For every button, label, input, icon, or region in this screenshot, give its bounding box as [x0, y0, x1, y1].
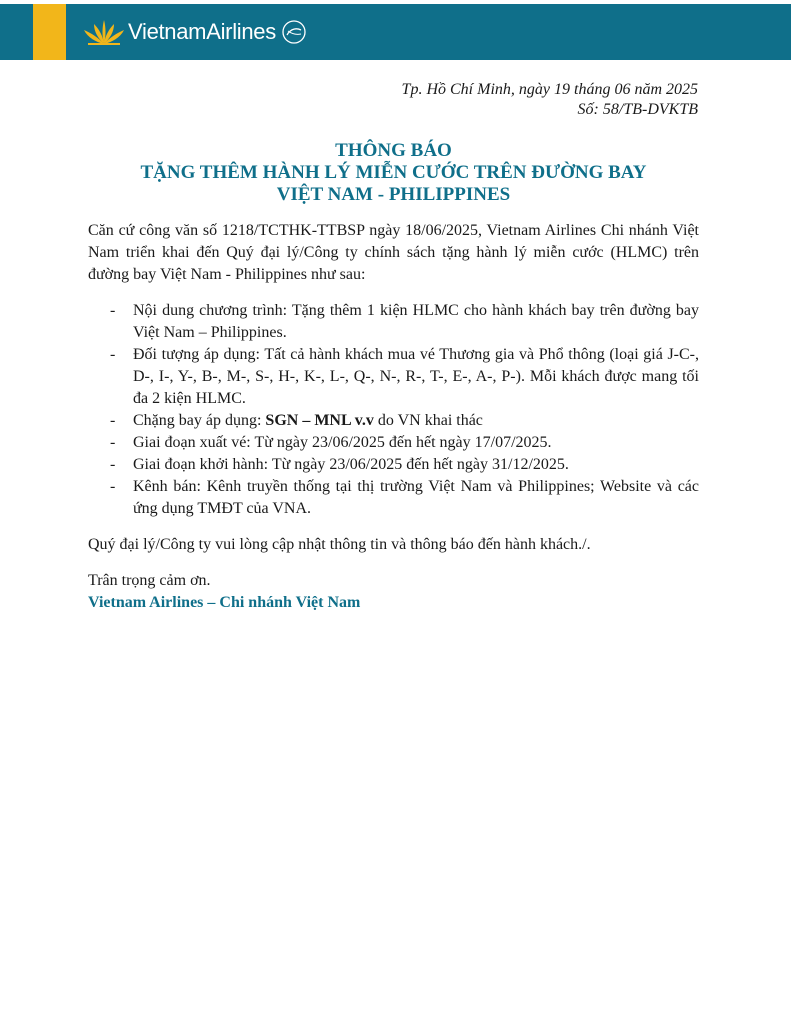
bullet-dash: -: [110, 302, 116, 319]
list-item: [88, 476, 699, 520]
signature: Vietnam Airlines – Chi nhánh Việt Nam: [88, 594, 361, 611]
vietnam-airlines-logo: [82, 16, 308, 48]
list-item: [88, 344, 699, 410]
list-item: [88, 410, 699, 432]
lotus-icon: [82, 18, 126, 46]
policy-list: [88, 300, 699, 520]
list-item-prefix: Chặng bay áp dụng:: [133, 412, 266, 429]
bullet-dash: -: [110, 478, 116, 495]
bullet-dash: -: [110, 434, 116, 451]
notice-body: [88, 220, 699, 614]
bullet-dash: -: [110, 456, 116, 473]
list-item: [88, 454, 699, 476]
list-item-suffix: do VN khai thác: [373, 412, 483, 429]
title-line-2: TẶNG THÊM HÀNH LÝ MIỄN CƯỚC TRÊN ĐƯỜNG BAY: [140, 162, 647, 183]
list-item: [88, 300, 699, 344]
title-line-1: THÔNG BÁO: [335, 140, 452, 161]
title-line-3: VIỆT NAM - PHILIPPINES: [276, 184, 511, 205]
list-item-text: Kênh bán: Kênh truyền thống tại thị trường Việt Nam và Philippines; Website và các ứng dụng TMĐT của VNA.: [133, 478, 699, 517]
gold-accent-block: [33, 4, 66, 60]
brand-wordmark: VietnamAirlines: [128, 19, 276, 44]
list-item: [88, 432, 699, 454]
list-item-text: Nội dung chương trình: Tặng thêm 1 kiện HLMC cho hành khách bay trên đường bay Việt Nam – Philippines.: [133, 302, 699, 341]
document-number: Số: 58/TB-DVKTB: [577, 101, 698, 118]
closing-paragraph: Quý đại lý/Công ty vui lòng cập nhật thông tin và thông báo đến hành khách./.: [88, 536, 591, 553]
list-item-text: Giai đoạn khởi hành: Từ ngày 23/06/2025 đến hết ngày 31/12/2025.: [133, 456, 569, 473]
bullet-dash: -: [110, 412, 116, 429]
list-item-text: Giai đoạn xuất vé: Từ ngày 23/06/2025 đến hết ngày 17/07/2025.: [133, 434, 552, 451]
route-highlight: SGN – MNL v.v: [265, 412, 374, 429]
thanks-line: Trân trọng cảm ơn.: [88, 572, 211, 589]
skyteam-icon: [280, 18, 308, 46]
intro-paragraph: Căn cứ công văn số 1218/TCTHK-TTBSP ngày 18/06/2025, Vietnam Airlines Chi nhánh Việt Nam triển khai đến Quý đại lý/Công ty chính sách tặng hành lý miễn cước (HLMC) trên đường bay Việt Nam - Philippines như sau:: [88, 222, 699, 283]
place-date: Tp. Hồ Chí Minh, ngày 19 tháng 06 năm 2025: [401, 81, 698, 98]
list-item-text: Đối tượng áp dụng: Tất cả hành khách mua vé Thương gia và Phổ thông (loại giá J-C-, D-, I-, Y-, B-, M-, S-, H-, K-, L-, Q-, N-, R-, T-, E-, A-, P-). Mỗi khách được mang tối đa 2 kiện HLMC.: [133, 346, 699, 407]
document-meta: [402, 80, 698, 120]
bullet-dash: -: [110, 346, 116, 363]
notice-title: [88, 140, 699, 206]
